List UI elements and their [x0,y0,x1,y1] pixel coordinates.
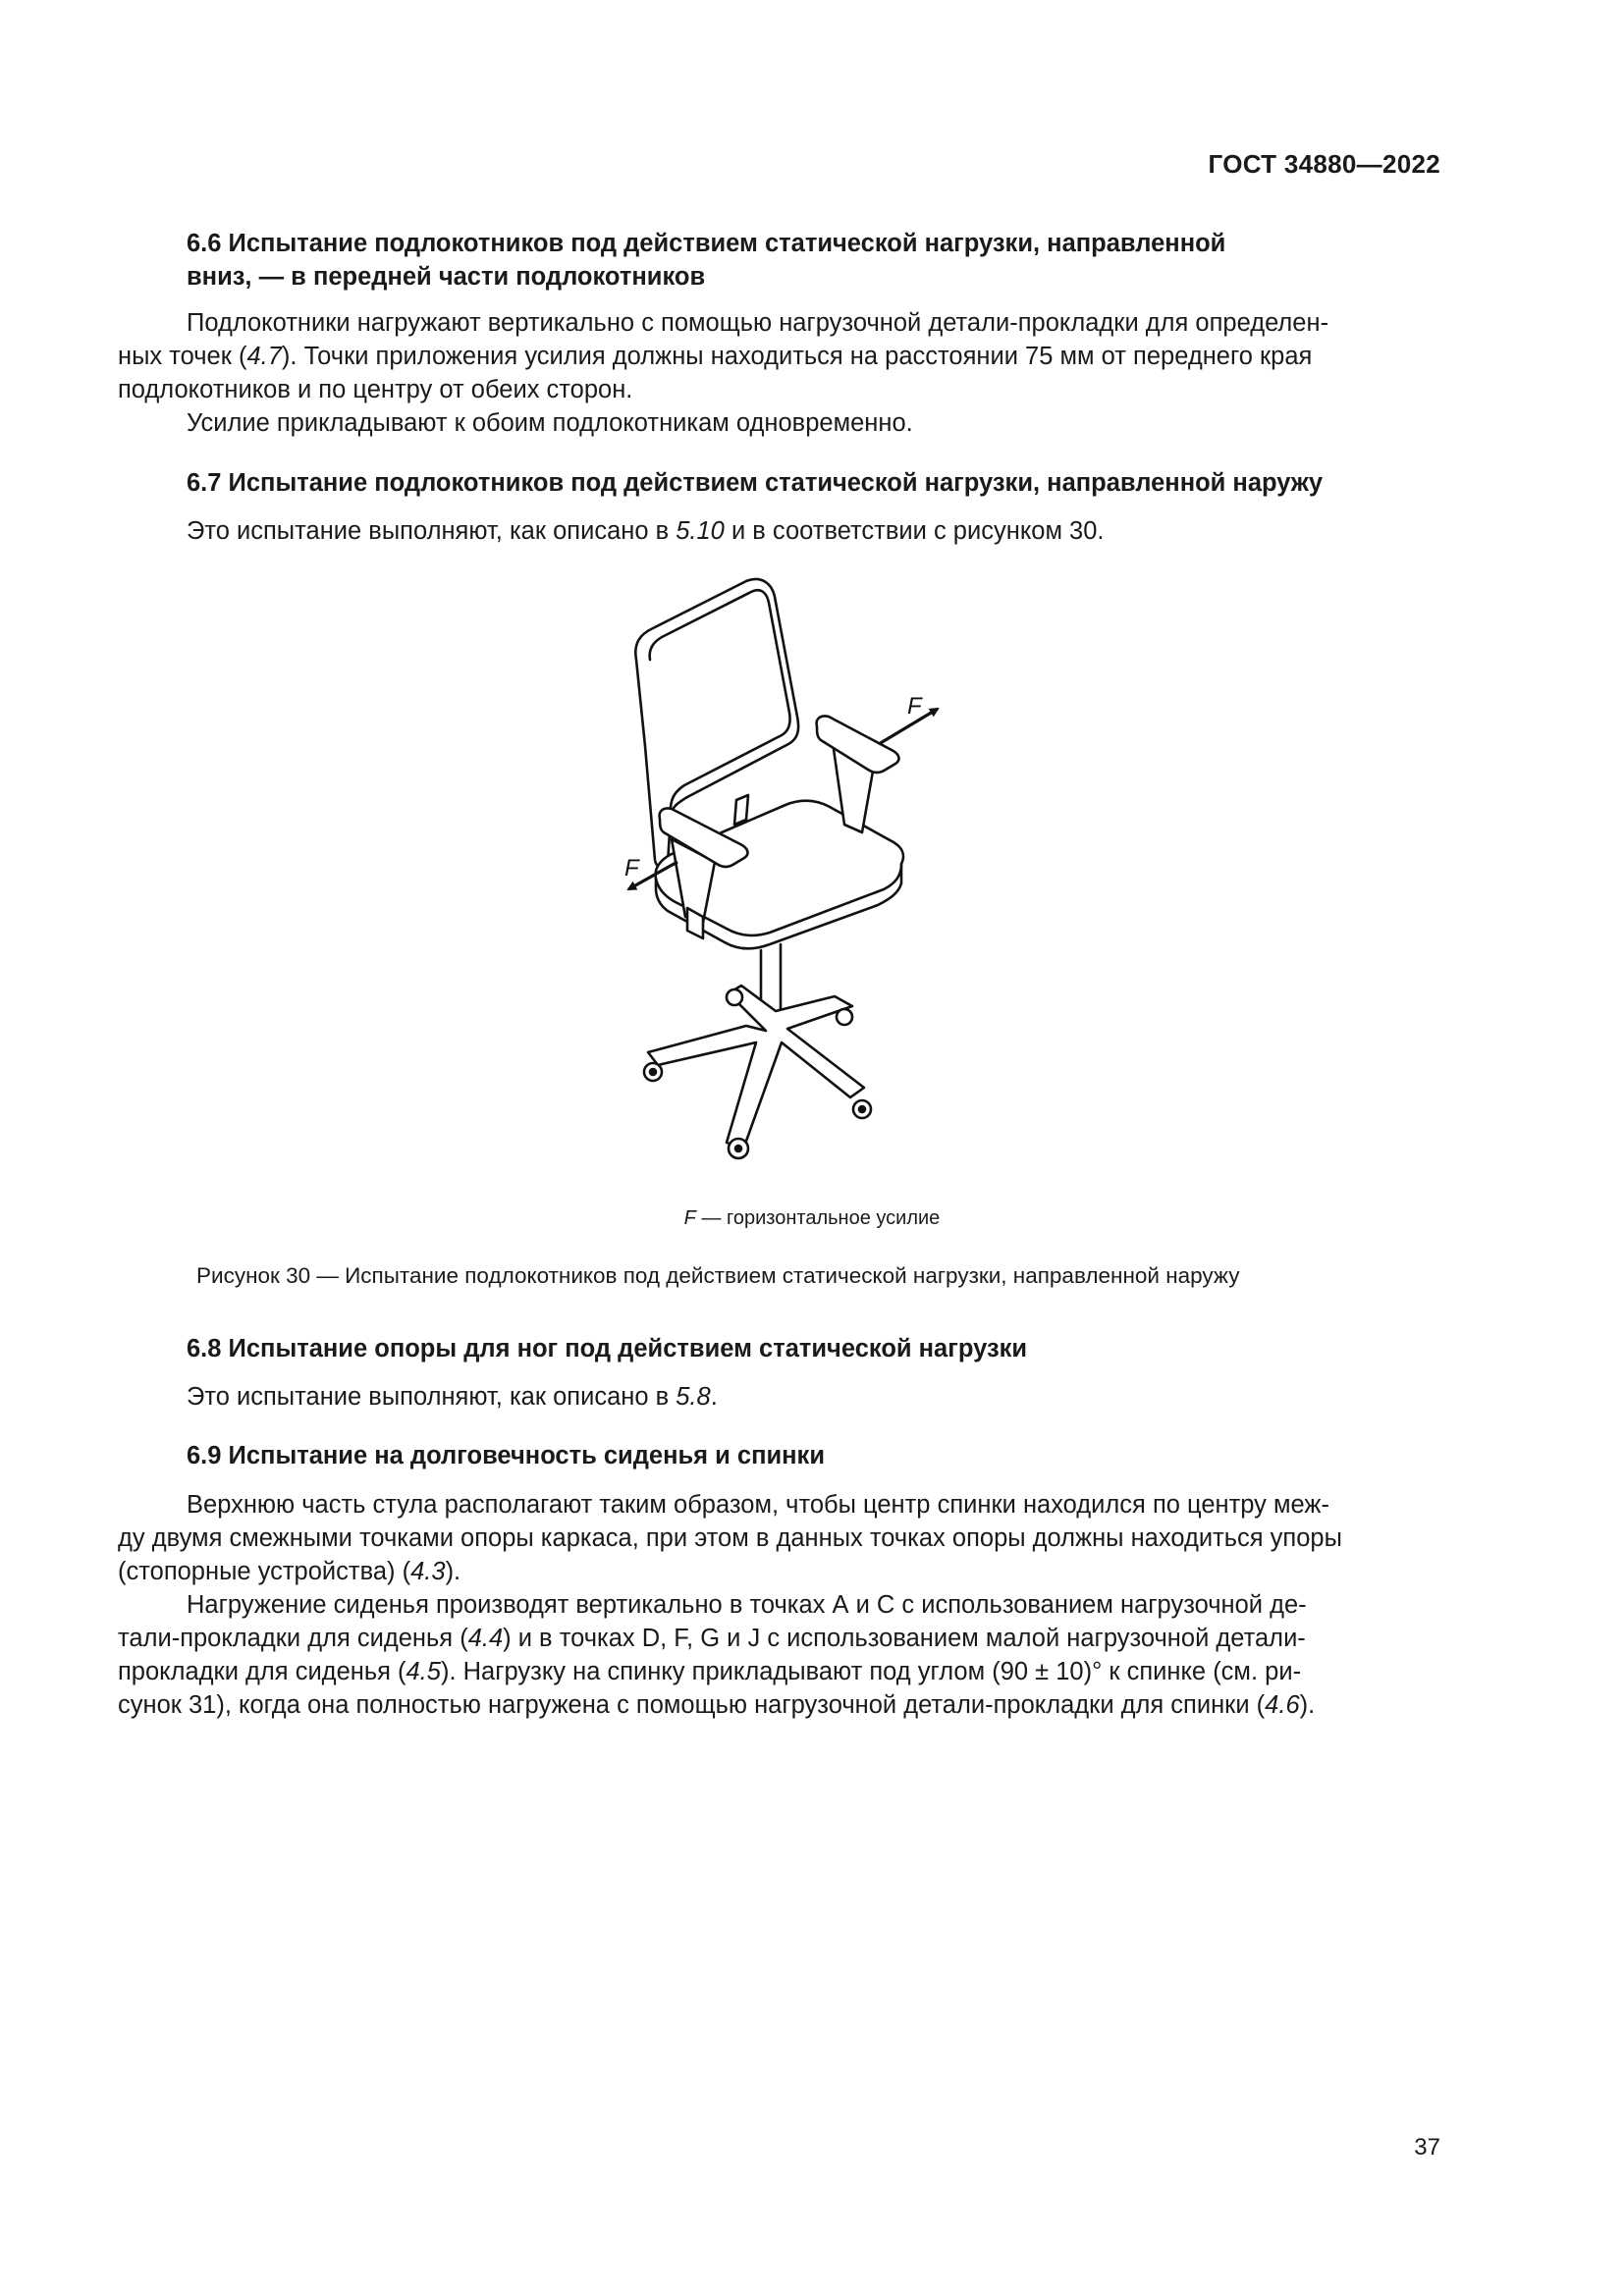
section-6-6-paragraph-1 [118,306,1445,406]
document-id-header: ГОСТ 34880—2022 [1208,149,1440,179]
text-run: и в соответствии с рисунком 30. [724,517,1105,545]
paragraph-line: Верхнюю часть стула располагают таким образом, чтобы центр спинки находился по центру меж- [187,1491,1329,1519]
paragraph-line [118,1555,1445,1588]
legend-symbol: F [683,1207,696,1229]
text-run: ) и в точках D, F, G и J с использованием малой нагрузочной детали- [503,1625,1306,1652]
section-6-7-heading: 6.7 Испытание подлокотников под действием статической нагрузки, направленной наружу [187,469,1324,497]
section-6-7-paragraph [187,514,1105,548]
force-label-right: F [907,693,922,720]
text-run: (стопорные устройства) ( [118,1558,411,1585]
paragraph-line [118,340,1445,373]
text-run: ). [445,1558,461,1585]
back-support [734,795,748,825]
section-6-8-heading: 6.8 Испытание опоры для ног под действием статической нагрузки [187,1335,1028,1362]
text-run: . [710,1383,718,1411]
section-6-9-heading: 6.9 Испытание на долговечность сиденья и спинки [187,1442,825,1469]
force-label-left: F [624,855,639,881]
clause-reference: 4.5 [406,1658,441,1685]
text-run: ). Точки приложения усилия должны находиться на расстоянии 75 мм от переднего края [281,343,1313,370]
clause-reference: 4.3 [410,1558,446,1585]
figure-caption: Рисунок 30 — Испытание подлокотников под действием статической нагрузки, направленной наружу [196,1263,1240,1288]
text-run: ). [1299,1691,1316,1719]
heading-line: 6.6 Испытание подлокотников под действием статической нагрузки, направленной [187,230,1226,257]
paragraph-line: ду двумя смежными точками опоры каркаса, при этом в данных точках опоры должны находиться упоры [118,1524,1342,1552]
page-number: 37 [1414,2134,1440,2161]
text-run: Это испытание выполняют, как описано в [187,1383,677,1411]
section-6-6-paragraph-2: Усилие прикладывают к обоим подлокотникам одновременно. [187,409,913,437]
caster-wheel [727,989,742,1005]
text-run: ). Нагрузку на спинку прикладывают под углом (90 ± 10)° к спинке (см. ри- [440,1658,1302,1685]
text-run: сунок 31), когда она полностью нагружена с помощью нагрузочной детали-прокладки для спинки ( [118,1691,1266,1719]
paragraph-line [118,1688,1445,1722]
clause-reference: 5.10 [676,517,725,545]
clause-reference: 4.6 [1265,1691,1300,1719]
section-6-9-paragraph-1 [118,1488,1445,1588]
paragraph-line [118,1622,1445,1655]
section-6-8-paragraph [187,1380,718,1414]
clause-reference: 4.7 [246,343,282,370]
paragraph-line [118,1655,1445,1688]
text-run: Это испытание выполняют, как описано в [187,517,677,545]
legend-text: — горизонтальное усилие [695,1207,941,1229]
clause-reference: 5.8 [676,1383,711,1411]
figure-legend [0,1207,1624,1230]
office-chair-figure [609,574,962,1183]
clause-reference: 4.4 [467,1625,504,1652]
paragraph-line: подлокотников и по центру от обеих сторон. [118,376,633,403]
text-run: прокладки для сиденья ( [118,1658,406,1685]
text-run: тали-прокладки для сиденья ( [118,1625,468,1652]
paragraph-line: Подлокотники нагружают вертикально с помощью нагрузочной детали-прокладки для определен- [187,309,1329,337]
caster-wheel [837,1009,852,1025]
paragraph-line: Нагружение сиденья производят вертикально в точках А и С с использованием нагрузочной де- [187,1591,1307,1619]
chair-base [648,986,864,1147]
section-6-6-heading [187,227,1225,294]
right-armrest-pad [817,716,899,773]
section-6-9-paragraph-2 [118,1588,1445,1722]
heading-line: вниз, — в передней части подлокотников [187,263,706,291]
text-run: ных точек ( [118,343,247,370]
